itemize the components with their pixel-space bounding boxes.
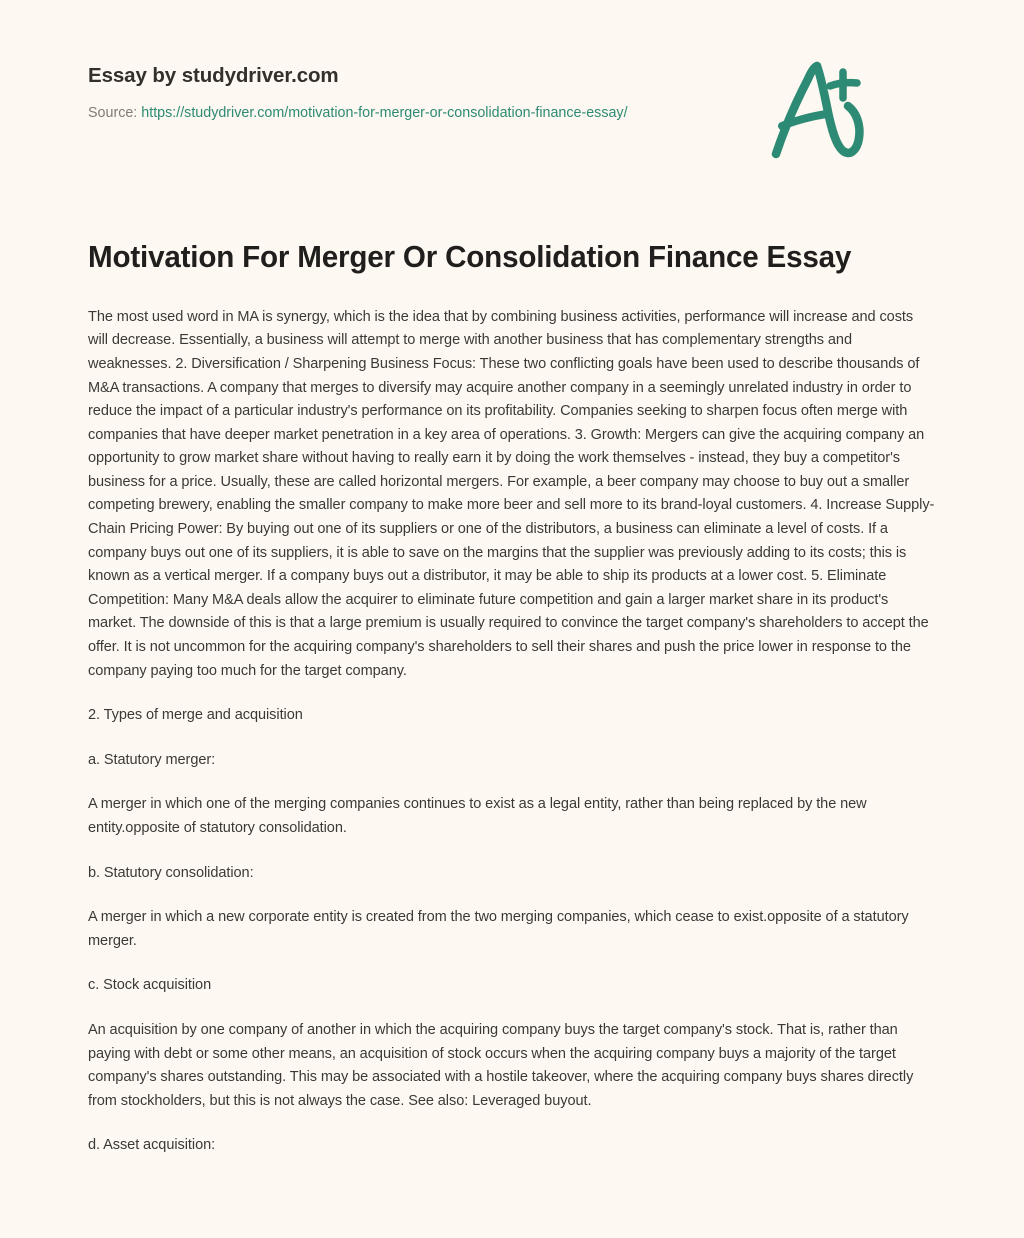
source-line: [88, 104, 936, 123]
paragraph-heading: b. Statutory consolidation:: [88, 864, 254, 881]
paragraph-heading: 2. Types of merge and acquisition: [88, 707, 303, 724]
paragraph: A merger in which one of the merging companies continues to exist as a legal entity, rather than being replaced by the new entity.opposite of statutory consolidation.: [88, 796, 867, 836]
byline: Essay by studydriver.com: [88, 64, 339, 87]
paragraph: A merger in which a new corporate entity is created from the two merging companies, which cease to exist.opposite of a statutory merger.: [88, 909, 909, 949]
page-header: [88, 0, 936, 185]
page-title: Motivation For Merger Or Consolidation Finance Essay: [88, 239, 852, 274]
paragraph: An acquisition by one company of another in which the acquiring company buys the target company's stock. That is, rather than paying with debt or some other means, an acquisition of stock occurs when the acquiring company buys a majority of the target company's shares outstanding. This may be associated with a hostile takeover, where the acquiring company buys shares directly from stockholders, but this is not always the case. See also: Leveraged buyout.: [88, 1021, 914, 1109]
source-url-link[interactable]: https://studydriver.com/motivation-for-merger-or-consolidation-finance-essay/: [141, 104, 628, 121]
source-label: Source:: [88, 104, 138, 121]
paragraph-heading: c. Stock acquisition: [88, 977, 212, 994]
paragraph: The most used word in MA is synergy, which is the idea that by combining business activities, performance will increase and costs will decrease. Essentially, a business will attempt to merge with another business that has complementary strengths and weaknesses. 2. Diversification / Sharpening Business Focus: These two conflicting goals have been used to describe thousands of M&A transactions. A company that merges to diversify may acquire another company in a seemingly unrelated industry in order to reduce the impact of a particular industry's performance on its profitability. Companies seeking to sharpen focus often merge with companies that have deeper market penetration in a key area of operations. 3. Growth: Mergers can give the acquiring company an opportunity to grow market share without having to really earn it by doing the work themselves - instead, they buy a competitor's business for a price. Usually, these are called horizontal mergers. For example, a beer company may choose to buy out a smaller competing brewery, enabling the smaller company to make more beer and sell more to its brand-loyal customers. 4. Increase Supply-Chain Pricing Power: By buying out one of its suppliers or one of the distributors, a business can eliminate a level of costs. If a company buys out one of its suppliers, it is able to save on the margins that the supplier was previously adding to its costs; this is known as a vertical merger. If a company buys out a distributor, it may be able to ship its products at a lower cost. 5. Eliminate Competition: Many M&A deals allow the acquirer to eliminate future competition and gain a larger market share in its product's market. The downside of this is that a large premium is usually required to convince the target company's shareholders to accept the offer. It is not uncommon for the acquiring company's shareholders to sell their shares and push the price lower in response to the company paying too much for the target company.: [88, 308, 935, 679]
paragraph-heading: a. Statutory merger:: [88, 751, 216, 768]
essay-body: [88, 275, 936, 1158]
paragraph-heading: d. Asset acquisition:: [88, 1137, 216, 1154]
